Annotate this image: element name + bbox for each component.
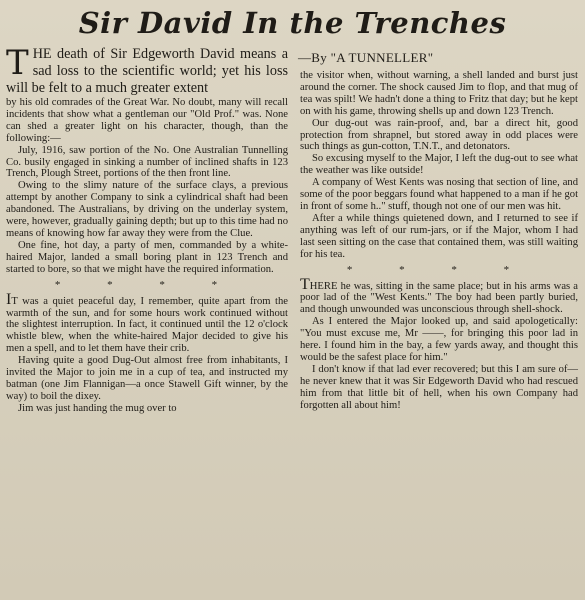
paragraph-text: T was a quiet peaceful day, I remember, quite apart from the warmth of the sun, and for some hours work continued without the slightest interruption. In fact, it continued until the 12 o'clock whistle blew, when the white-haired Major decided to give his men a spell, and to let them have their crib. xyxy=(6,295,288,355)
paragraph: So excusing myself to the Major, I left the dug-out to see what the weather was like outside! xyxy=(300,153,578,177)
paragraph: Our dug-out was rain-proof, and, bar a direct hit, good protection from shrapnel, but stored away in odd places were such things as gun-cotton, T.N.T., and detonators. xyxy=(300,117,578,153)
paragraph-text: HERE he was, sitting in the same place; but in his arms was a poor lad of the "West Kents." The boy had been partly buried, and though unwounded was unconscious through shell-shock. xyxy=(300,280,578,316)
paragraph: Jim was just handing the mug over to xyxy=(18,402,177,414)
paragraph: As I entered the Major looked up, and said apologetically: "You must excuse me, Mr ——, for bringing this poor lad in here. I found him in the bay, a few yards away, and thought this would be the safest place for him." xyxy=(300,316,578,363)
left-column xyxy=(6,43,288,415)
section-break: * * * * xyxy=(346,263,532,276)
drop-cap: T xyxy=(6,43,29,83)
paragraph: I don't know if that lad ever recovered; but this I am sure of—he never knew that it was Sir Edgeworth David who had rescued him from that little bit of hell, when his own Company had forgotten all about him! xyxy=(300,363,578,411)
section-break: * * * * xyxy=(54,278,240,291)
initial-cap: T xyxy=(300,275,310,293)
paragraph: One fine, hot day, a party of men, commanded by a white-haired Major, landed a small boring plant in 123 Trench and started to bore, so that we might have the required information. xyxy=(6,239,288,275)
paragraph: July, 1916, saw portion of the No. One Australian Tunnelling Co. busily engaged in sinking a number of inclined shafts in 123 Trench, Plough Street, portions of the then front line. xyxy=(6,144,288,180)
paragraph xyxy=(6,290,288,356)
lead-paragraph xyxy=(6,43,288,97)
paragraph: After a while things quietened down, and I returned to see if anything was left of our rum-jars, or if the Major, whom I had last seen sitting on the case that contained them, was still waiting for his tea. xyxy=(300,212,578,260)
paragraph xyxy=(300,275,578,317)
lead-text: HE death of Sir Edgeworth David means a sad loss to the scientific world; yet his loss will be felt to a much greater extent xyxy=(6,46,288,96)
paragraph: A company of West Kents was nosing that section of line, and some of the poor beggars found what happened to a man if he got in front of some h.." stuff, though not one of our men was hit. xyxy=(300,177,579,212)
paragraph: by his old comrades of the Great War. No doubt, many will recall incidents that show what a gentleman our "Old Prof." was. None can shed a greater light on his character, though, than the following:— xyxy=(6,97,288,144)
paragraph: the visitor when, without warning, a shell landed and burst just around the corner. The shock caused Jim to flop, and that mug of tea was spilt! We hadn't done a thing to Fritz that day; but he kept on with his game, throwing shells up and down 123 Trench. xyxy=(300,70,579,117)
paragraph: Owing to the slimy nature of the surface clays, a previous attempt by another Company to sink a cylindrical shaft had been abandoned. The Australians, by driving on the underlay system, were, however, gradually gaining depth; but up to this time had no means of knowing how far away they were from the Clue. xyxy=(6,180,288,239)
initial-cap: I xyxy=(6,290,12,308)
byline: —By "A TUNNELLER" xyxy=(298,50,434,65)
paragraph: Having quite a good Dug-Out almost free from inhabitants, I invited the Major to join me in a cup of tea, and instructed my batman (one Jim Flannigan—a once Stawell Gift winner, by the way) to boil the dixey. xyxy=(6,355,288,402)
headline: Sir David In the Trenches xyxy=(78,6,507,40)
right-column xyxy=(300,70,578,411)
